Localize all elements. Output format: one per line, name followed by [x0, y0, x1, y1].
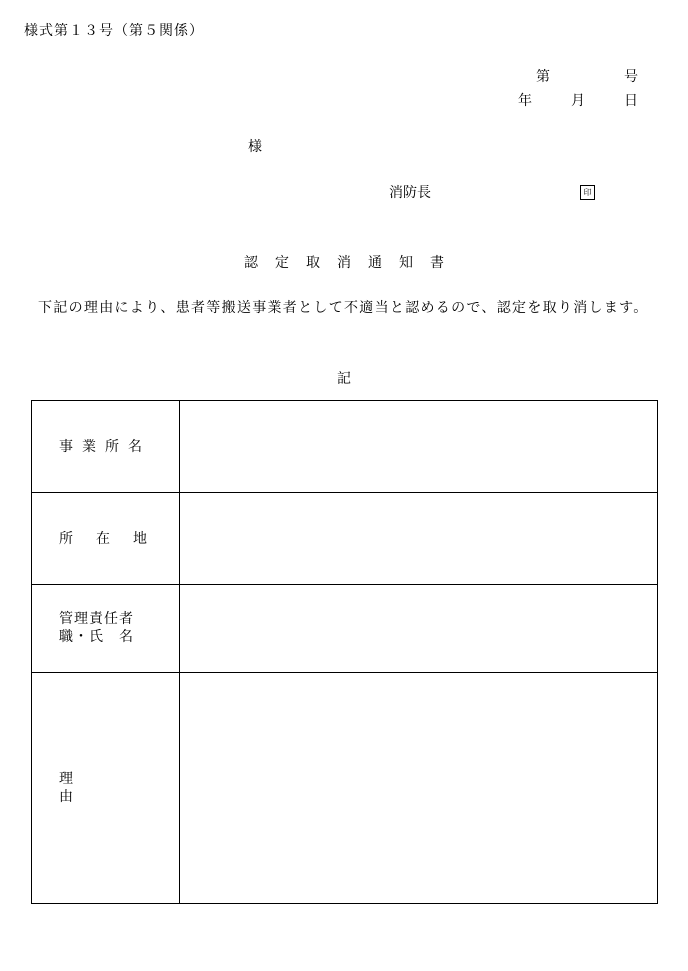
form-number: 様式第１３号（第５関係）	[24, 23, 204, 39]
manager-label-line1: 管理責任者	[59, 611, 134, 628]
addressee-honorific: 様	[248, 139, 262, 155]
label-cell	[32, 493, 180, 585]
label-cell	[32, 585, 180, 672]
ki-heading: 記	[337, 371, 351, 387]
seal-icon: 印	[580, 185, 595, 200]
sender-title: 消防長	[389, 185, 431, 201]
location-field[interactable]	[180, 493, 658, 585]
reason-label: 理由	[59, 770, 125, 805]
date-year-label: 年	[518, 93, 532, 109]
table-row-business-name	[32, 401, 658, 493]
manager-field[interactable]	[180, 585, 658, 672]
document-number-prefix: 第	[536, 69, 550, 85]
business-name-field[interactable]	[180, 401, 658, 493]
table-row-manager	[32, 585, 658, 672]
business-name-label: 事業所名	[59, 438, 151, 455]
date-day-label: 日	[624, 93, 638, 109]
label-cell	[32, 401, 180, 493]
label-cell	[32, 672, 180, 903]
location-label: 所在地	[59, 530, 170, 547]
manager-label-line2: 職・氏 名	[59, 629, 134, 646]
table-row-reason	[32, 672, 658, 903]
table-row-location	[32, 493, 658, 585]
reason-field[interactable]	[180, 672, 658, 903]
details-table	[31, 400, 658, 904]
document-number-suffix: 号	[624, 69, 638, 85]
body-paragraph: 下記の理由により、患者等搬送事業者として不適当と認めるので、認定を取り消します。	[38, 300, 649, 316]
date-month-label: 月	[571, 93, 585, 109]
document-title: 認定取消通知書	[244, 255, 461, 271]
